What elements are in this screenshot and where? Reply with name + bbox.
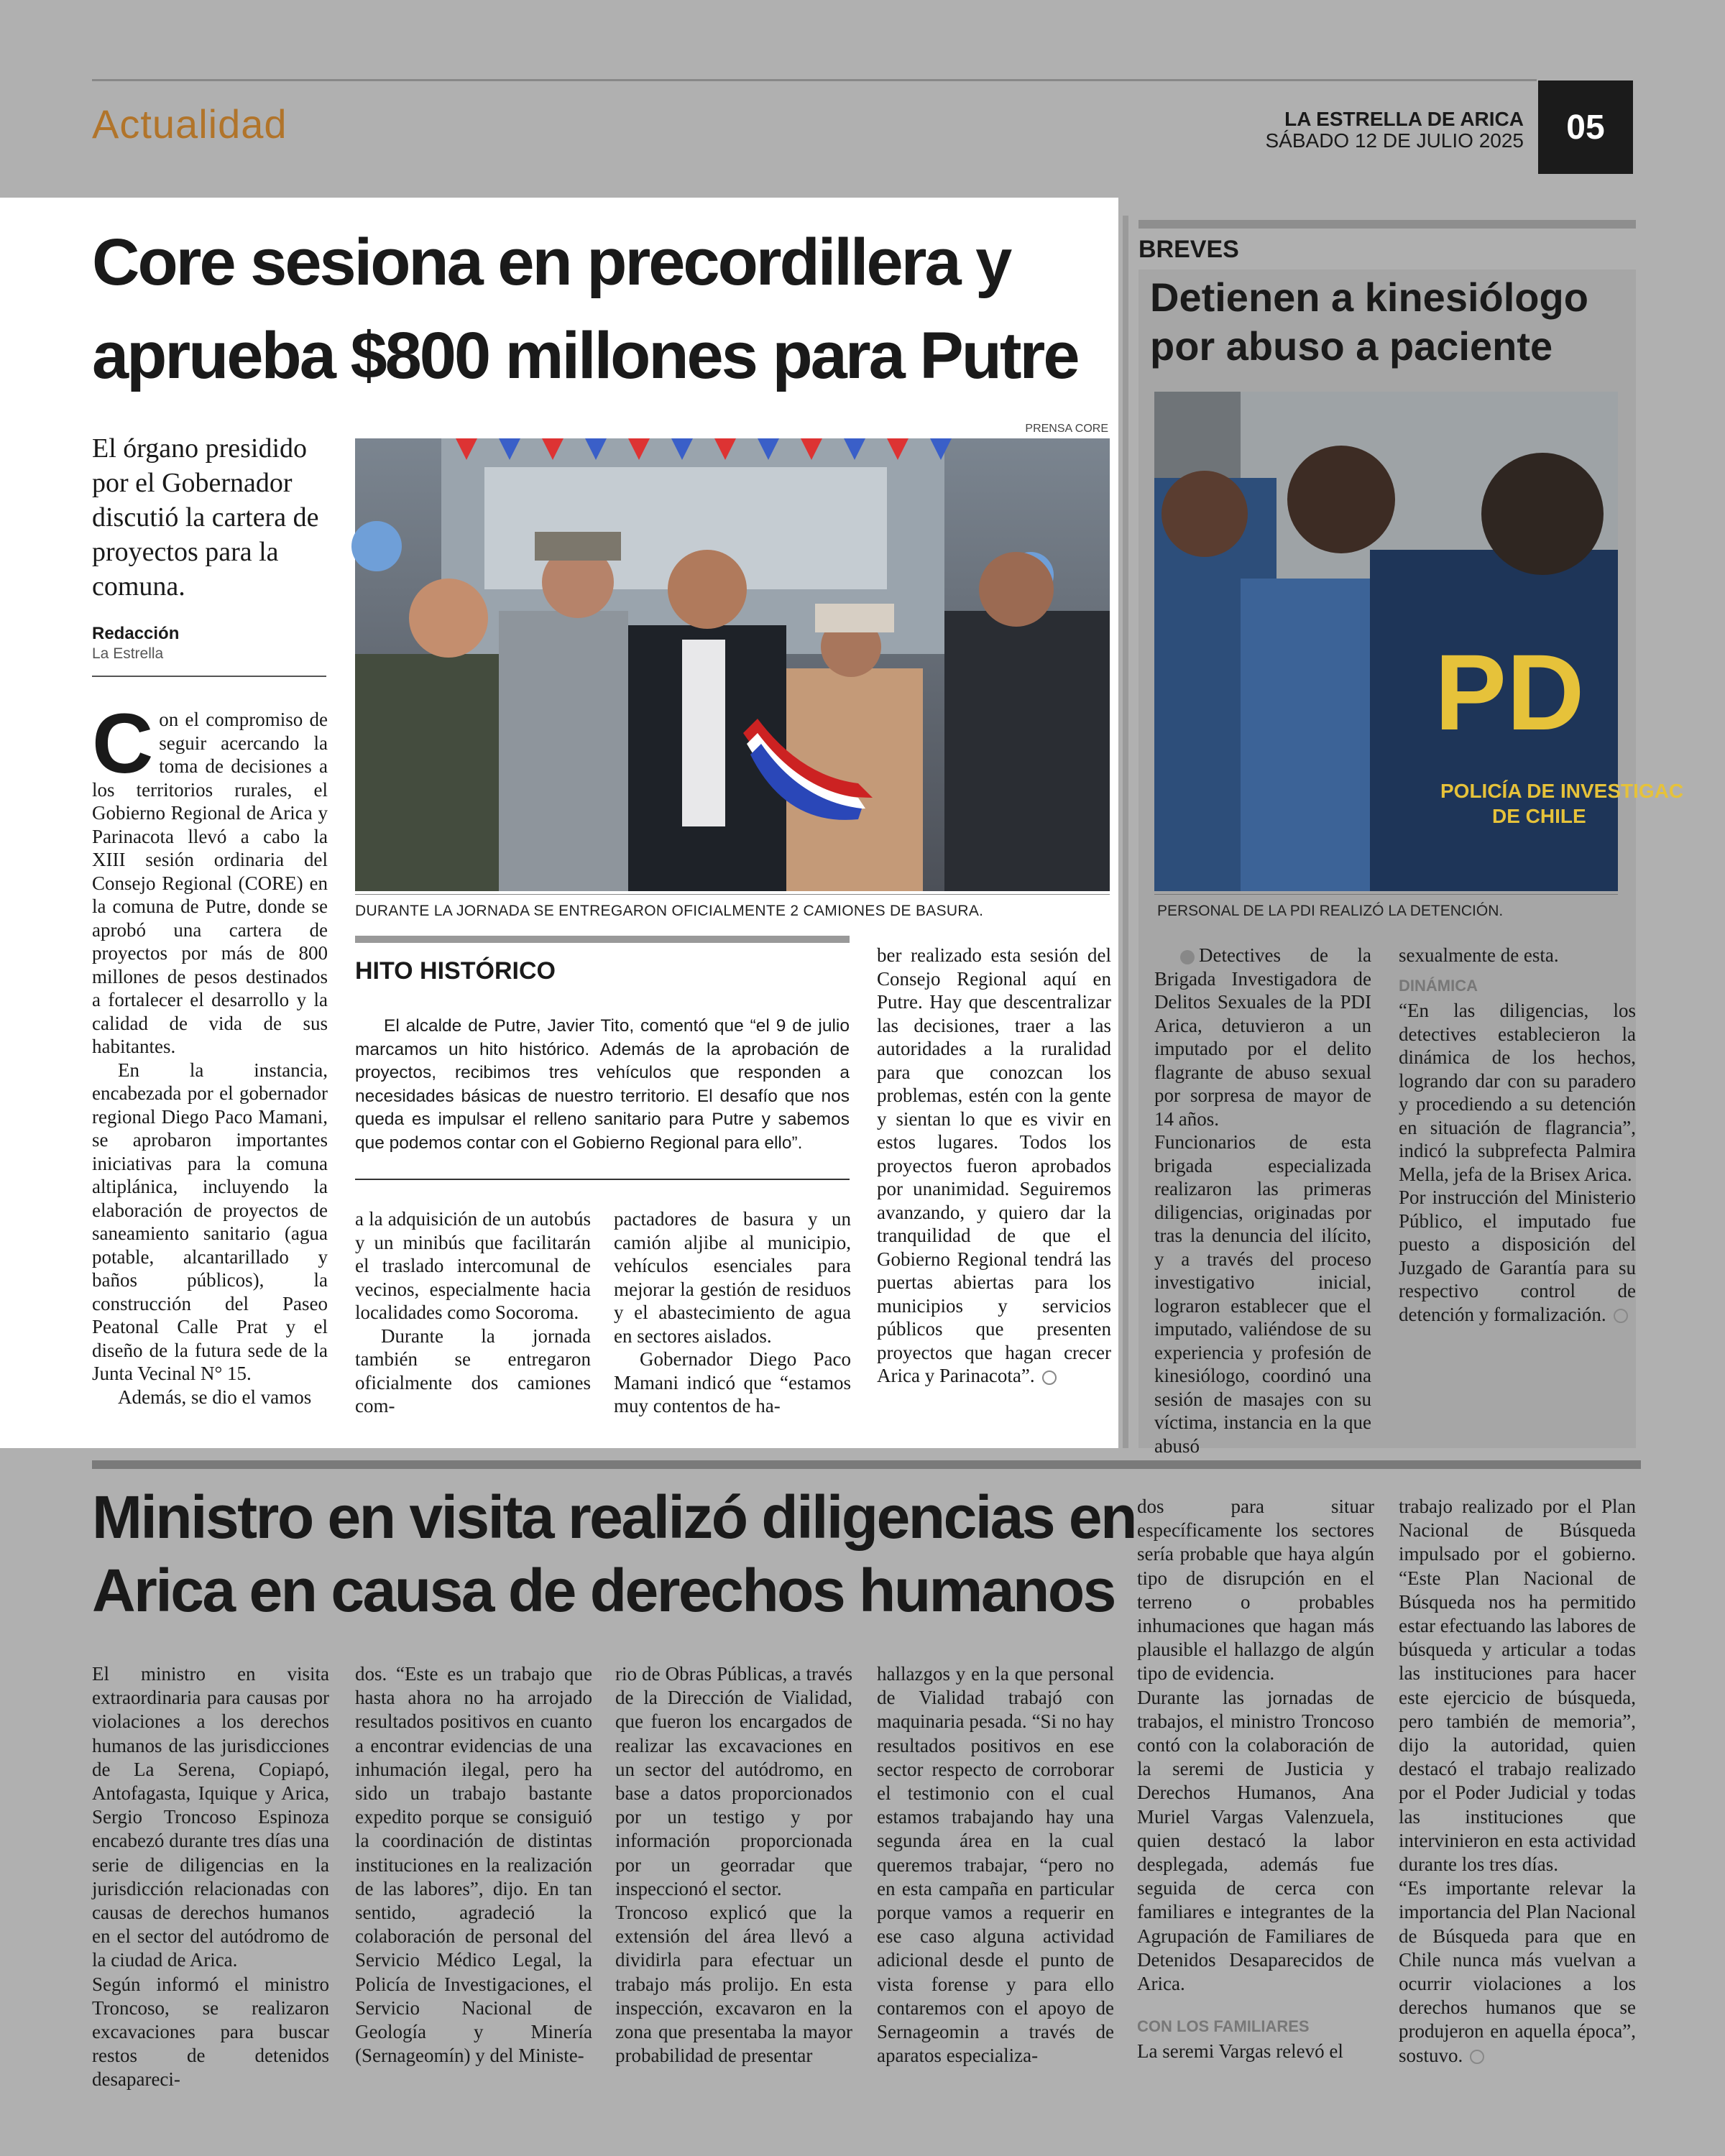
hito-rule [355,1179,850,1180]
dropcap: C [92,696,154,791]
page-number: 05 [1538,80,1633,174]
main-col2-p2: Durante la jornada también se entregaron oficialmente dos camiones com- [355,1325,591,1416]
end-mark-icon [1470,2050,1484,2064]
main-article-column-4 [877,944,1111,1388]
main-deck: El órgano presidido por el Gobernador discutió la cartera de proyectos para la comuna. [92,433,319,602]
main-col1-p2: En la instancia, encabezada por el gobernador regional Diego Paco Mamani, se aprobaron importantes iniciativas para la comuna altiplánica, incluyendo la elaboración de proyectos de saneamiento sanitario (agua potable, alcantarillado y baños públicos), la construcción del Paseo Peatonal Calle Prat y el diseño de la futura sede de la Junta Vecinal N° 15. [92,1059,328,1384]
hito-box [355,1015,850,1155]
breves-col1-p1: Detectives de la Brigada Investigadora de Delitos Sexuales de la PDI Arica, detuvieron a un imputado por el delito flagrante de abuso sexual por sorpresa de mayor de 14 años. [1154,944,1371,1130]
main-photo [355,438,1110,891]
breves-photo-caption: PERSONAL DE LA PDI REALIZÓ LA DETENCIÓN. [1157,903,1504,919]
hito-text: El alcalde de Putre, Javier Tito, comentó que “el 9 de julio marcamos un hito histórico. Además de la aprobación de proyectos, recibimos tres vehículos que responden a necesidades básicas de nuestro territorio. El desafío que nos queda es impulsar el relleno sanitario para Putre y sabemos que podemos contar con el Gobierno Regional para ello”. [355,1016,850,1153]
main-article-column-3 [614,1207,851,1418]
vest-text-small2: DE CHILE [1492,805,1586,827]
bottom-col4-p1: hallazgos y en la que personal de Vialidad trabajó con maquinaria pesada. “Si no hay resultados positivos en ese sector respecto de corroborar el testimonio con el cual estamos trabajando hay una segunda área en la cual queremos trabajar, “pero no en esta campaña en particular porque vamos a requerir en ese caso alguna actividad adicional desde el punto de vista forense y para ello contaremos con el apoyo de Sernageomin a través de aparatos especializa- [877,1663,1114,2067]
bottom-col6-p1: trabajo realizado por el Plan Nacional de Búsqueda impulsado por el gobierno. “Este Plan Nacional de Búsqueda nos ha permitido estar efectuando las labores de búsqueda y articular a todas las instituciones para hacer este ejercicio de búsqueda, pero también de memoria”, dijo la autoridad, quien destacó el trabajo realizado por el Poder Judicial y todas las instituciones que intervinieron en esta actividad durante los tres días. [1399,1496,1636,1876]
end-mark-icon [1614,1309,1628,1323]
bottom-col1-p2: Según informó el ministro Troncoso, se realizaron excavaciones para buscar restos de detenidos desapareci- [92,1973,329,2091]
breves-col1-p2: Funcionarios de esta brigada especializada realizaron las primeras diligencias, originadas por tras la denuncia del ilícito, y a través del proceso investigativo inicial, lograron establecer que el imputado, valiéndose de su experiencia y profesión de kinesiólogo, coordinó una sesión de masajes con su víctima, instancia en la que abusó [1154,1131,1371,1457]
bottom-col3-p1: rio de Obras Públicas, a través de la Dirección de Vialidad, que fueron los encargados de realizar las excavaciones en un sector del autódromo, en base a datos proporcionados por un testigo y por información proporcionada por un georradar que inspeccionó el sector. [615,1663,852,1899]
main-col1-p3: Además, se dio el vamos [118,1386,312,1408]
pdi-officers-photo [1154,392,1684,891]
column-divider [1123,216,1128,1448]
vest-text-small1: POLICÍA DE INVESTIGAC [1440,780,1684,802]
bullet-icon [1180,950,1195,964]
breves-column-1 [1154,944,1371,1457]
breves-label: BREVES [1138,236,1239,263]
breves-bar [1138,220,1636,229]
vest-text-big: PD [1435,632,1585,752]
main-headline [92,216,1113,402]
publication-name: LA ESTRELLA DE ARICA [1284,108,1524,130]
bottom-col5-p3: La seremi Vargas relevó el [1137,2040,1343,2063]
bottom-column-1 [92,1662,329,2092]
main-article-column-1 [92,696,328,1409]
bottom-col2-p1: dos. “Este es un trabajo que hasta ahora no ha arrojado resultados positivos en cuanto a encontrar evidencias de una inhumación ilegal, pero ha sido un trabajo bastante expedito porque se consiguió la coordinación de distintas instituciones en la realización de las labores”, dijo. En tan sentido, agradeció la colaboración de personal del Servicio Médico Legal, la Policía de Investigaciones, el Servicio Nacional de Geología y Minería (Sernageomín) y del Ministe- [355,1663,592,2067]
bottom-headline [92,1480,1141,1627]
bottom-column-4 [877,1662,1114,2068]
end-mark-icon [1042,1370,1057,1385]
main-col2-p1: a la adquisición de un autobús y un minibús que facilitarán el traslado intercomunal de vecinos, especialmente hacia localidades como Socoroma. [355,1208,591,1323]
main-headline-line1: Core sesiona en precordillera y [92,226,1011,299]
breves-column-2 [1399,944,1636,1326]
bottom-headline-line2: Arica en causa de derechos humanos [92,1557,1115,1624]
bottom-col1-p1: El ministro en visita extraordinaria para causas por violaciones a los derechos humanos de las jurisdicciones de La Serena, Copiapó, Antofagasta, Iquique y Arica, Sergio Troncoso Espinoza encabezó durante tres días una serie de diligencias en la jurisdicción relacionadas con causas de derechos humanos en el sector del autódromo de la ciudad de Arica. [92,1663,329,1971]
breves-col2-p3: Por instrucción del Ministerio Público, el imputado fue puesto a disposición del Juzgado de Garantía para su respectivo control de detención y formalización. [1399,1187,1636,1325]
bottom-headline-line1: Ministro en visita realizó diligencias en [92,1483,1136,1551]
main-col4-p1: ber realizado esta sesión del Consejo Regional aquí en Putre. Hay que descentralizar las decisiones, traer a las autoridades a la ruralidad para que conozcan los problemas, estén con la gente y sientan lo que es vivir en estos lugares. Todos los proyectos fueron aprobados por unanimidad. Seguiremos avanzando, y quiero dar la tranquilidad de que el Gobierno Regional tendrá las puertas abiertas para los municipios y servicios públicos que presenten proyectos que hagan crecer Arica y Parinacota”. [877,944,1111,1386]
bottom-column-3 [615,1662,852,2068]
breves-subhead: DINÁMICA [1399,976,1478,995]
breves-col2-p1: sexualmente de esta. [1399,944,1559,966]
main-col1-p1: on el compromiso de seguir acercando la toma de decisiones a los territorios rurales, el Gobierno Regional de Arica y Parinacota llevó a cabo la XIII sesión ordinaria del Consejo Regional (CORE) en la comuna de Putre, donde se aprobó una cartera de proyectos por más de 800 millones de pesos destinados a fortalecer el desarrollo y la calidad de vida de sus habitantes. [92,709,328,1057]
bottom-col5-p1: dos para situar específicamente los sectores sería probable que haya algún tipo de disrupción en el terreno o probables inhumaciones que hagan más plausible el hallazgo de algún tipo de evidencia. [1137,1496,1374,1685]
main-col3-p1: pactadores de basura y un camión aljibe al municipio, vehículos esenciales para mejorar la gestión de residuos y el abastecimiento de agua en sectores aislados. [614,1208,851,1347]
bottom-subhead: CON LOS FAMILIARES [1137,2017,1310,2036]
hito-title: HITO HISTÓRICO [355,957,556,985]
byline-org: La Estrella [92,645,164,662]
main-col3-p2: Gobernador Diego Paco Mamani indicó que “estamos muy contentos de ha- [614,1348,851,1416]
bottom-col5-p2: Durante las jornadas de trabajos, el ministro Troncoso contó con la colaboración de la seremi de Justicia y Derechos Humanos, Ana Muriel Vargas Valenzuela, quien destacó la labor desplegada, además fue seguida de cerca con familiares e integrantes de la Agrupación de Familiares de Detenidos Desaparecidos de Arica. [1137,1686,1374,1995]
caption-rule [355,894,1110,895]
ribbon-cutting-photo [355,438,1110,891]
section-label: Actualidad [92,101,288,147]
bottom-column-2 [355,1662,592,2068]
breves-photo [1154,392,1684,891]
photo-credit: PRENSA CORE [1025,423,1108,435]
main-headline-line2: aprueba $800 millones para Putre [92,319,1078,392]
publication-date: SÁBADO 12 DE JULIO 2025 [1265,129,1524,152]
breves-headline: Detienen a kinesiólogo por abuso a paciente [1150,275,1588,369]
bottom-column-6 [1399,1495,1636,2068]
bottom-article-bar [92,1460,1641,1469]
hito-bar [355,936,850,943]
bottom-col6-p2: “Es importante relevar la importancia del Plan Nacional de Búsqueda para que en Chile nunca más vuelvan a ocurrir violaciones a los derechos humanos que se produjeron en aquella época”, sostuvo. [1399,1877,1636,2066]
byline-name: Redacción [92,624,180,643]
breves-col2-p2: “En las diligencias, los detectives establecieron la dinámica de los hechos, logrando dar con su paradero y procediendo a su detención en situación de flagrancia”, indicó la subprefecta Palmira Mella, jefa de la Brisex Arica. [1399,1000,1636,1185]
byline-rule [92,676,326,677]
main-article-column-2 [355,1207,591,1418]
bottom-col3-p2: Troncoso explicó que la extensión del área llevó a dividirla para efectuar un trabajo más prolijo. En esta inspección, excavaron en la zona que presentaba la mayor probabilidad de presentar [615,1902,852,2067]
bottom-column-5 [1137,1495,1374,2064]
main-photo-caption: DURANTE LA JORNADA SE ENTREGARON OFICIALMENTE 2 CAMIONES DE BASURA. [355,903,984,919]
header-rule [92,79,1537,81]
breves-caption-rule [1154,894,1618,895]
